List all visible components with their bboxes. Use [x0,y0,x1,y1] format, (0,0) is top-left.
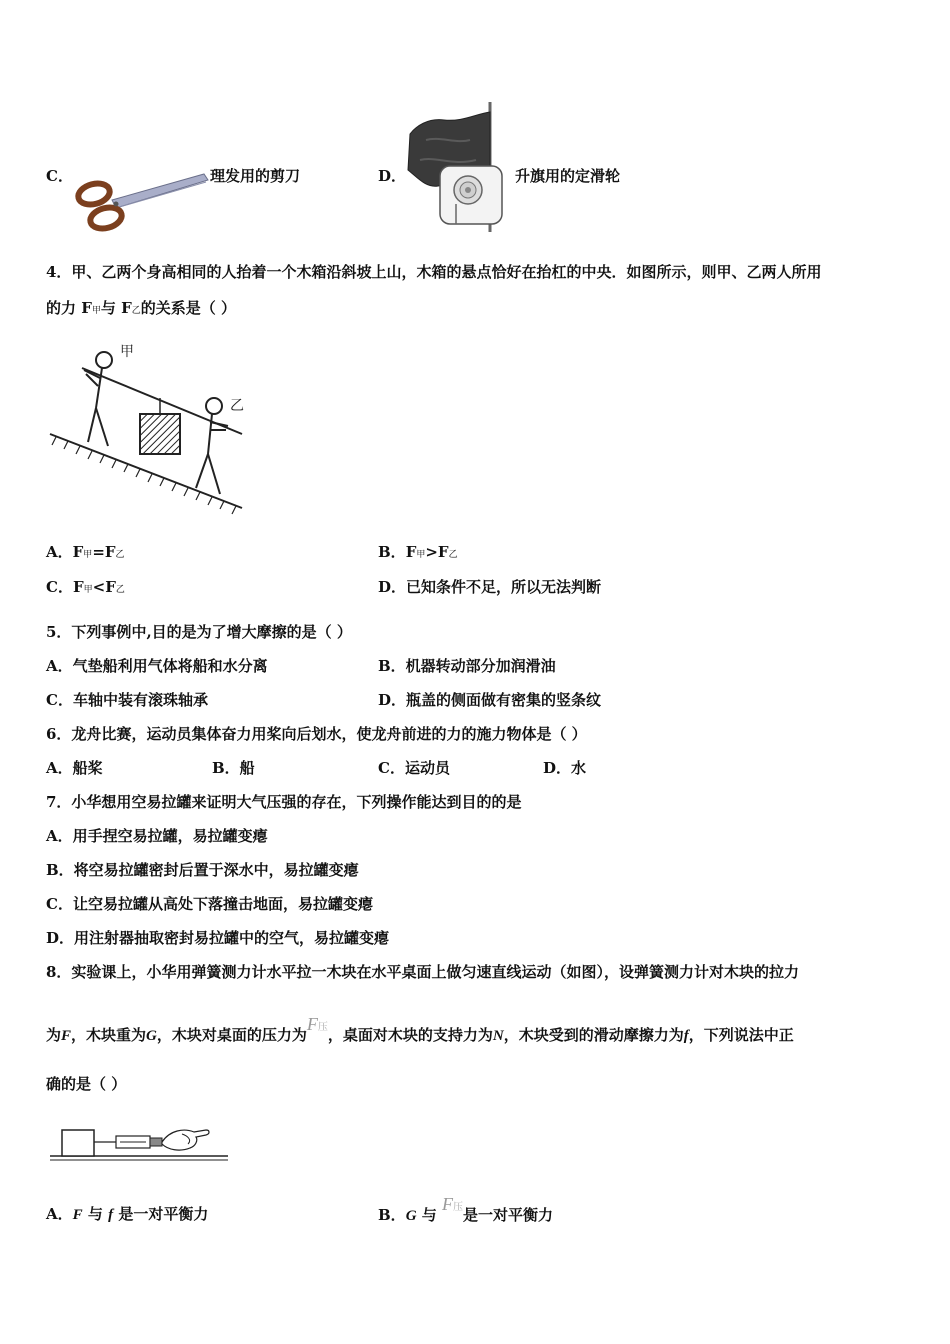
q8-option-b: B．G 与 F压是一对平衡力 [378,1194,554,1224]
q8-stem-line1: 8．实验课上，小华用弹簧测力计水平拉一木块在水平桌面上做匀速直线运动（如图），设弹簧测力计对木块的拉力 [46,963,799,981]
q5-option-b: B．机器转动部分加润滑油 [378,657,556,675]
q4-option-b: B．F甲>F乙 [378,543,458,561]
q6-option-b: B．船 [212,759,255,777]
q4-stem-line1: 4．甲、乙两个身高相同的人抬着一个木箱沿斜坡上山，木箱的悬点恰好在抬杠的中央．如图所示，则甲、乙两人所用 [46,263,822,281]
pressure-force-symbol: F压 [306,1014,328,1034]
q5-stem: 5．下列事例中,目的是为了增大摩擦的是（ ） [46,623,352,641]
q8-stem-line2: 为F，木块重为G，木块对桌面的压力为F压，桌面对木块的支持力为N，木块受到的滑动摩擦力为f，下列说法中正 [46,1014,794,1044]
q7-option-a: A．用手捏空易拉罐，易拉罐变瘪 [46,827,268,845]
figure-label-yi: 乙 [230,398,244,414]
slope-carrying-figure [46,338,256,516]
q3-option-c-letter: C． [46,167,73,185]
q5-option-a: A．气垫船利用气体将船和水分离 [46,657,268,675]
q5-option-c: C．车轴中装有滚珠轴承 [46,691,208,709]
pressure-force-symbol-b: F压 [442,1194,464,1214]
q4-option-d: D．已知条件不足，所以无法判断 [378,578,602,596]
q6-option-d: D．水 [543,759,587,777]
scissors-image [72,168,212,236]
figure-label-jia: 甲 [120,344,134,360]
q7-option-b: B．将空易拉罐密封后置于深水中，易拉罐变瘪 [46,861,359,879]
q6-stem: 6．龙舟比赛，运动员集体奋力用桨向后划水，使龙舟前进的力的施力物体是（ ） [46,725,587,743]
q4-stem-line2: 的力 F甲与 F乙的关系是（ ） [46,299,237,317]
flag-pulley-image [406,100,512,234]
q7-option-d: D．用注射器抽取密封易拉罐中的空气，易拉罐变瘪 [46,929,390,947]
q7-stem: 7．小华想用空易拉罐来证明大气压强的存在，下列操作能达到目的的是 [46,793,522,811]
q3-option-d-letter: D． [378,167,407,185]
q7-option-c: C．让空易拉罐从高处下落撞击地面，易拉罐变瘪 [46,895,373,913]
q6-option-a: A．船桨 [46,759,103,777]
spring-scale-figure [46,1120,232,1166]
q4-option-a: A．F甲=F乙 [46,543,125,561]
q4-option-c: C．F甲<F乙 [46,578,125,596]
q3-option-c-text: 理发用的剪刀 [210,167,301,185]
q3-option-d-text: 升旗用的定滑轮 [515,167,621,185]
q8-stem-line3: 确的是（ ） [46,1075,127,1093]
q6-option-c: C．运动员 [378,759,450,777]
q5-option-d: D．瓶盖的侧面做有密集的竖条纹 [378,691,602,709]
q8-option-a: A．F 与 f 是一对平衡力 [46,1205,209,1223]
